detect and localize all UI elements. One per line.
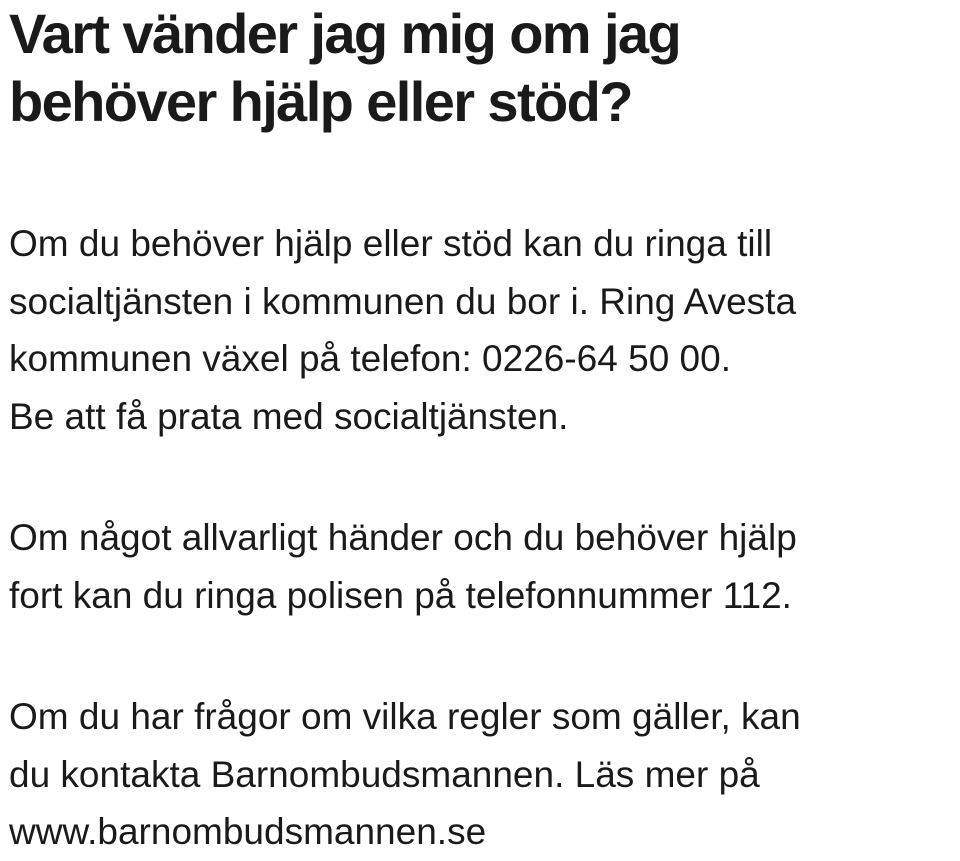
title-line-2: behöver hjälp eller stöd? bbox=[9, 70, 632, 133]
paragraph-1-line-4: Be att få prata med socialtjänsten. bbox=[9, 395, 569, 437]
paragraph-3-line-1: Om du har frågor om vilka regler som gäller, kan bbox=[9, 696, 801, 737]
title-line-1: Vart vänder jag mig om jag bbox=[9, 2, 681, 65]
page-title bbox=[9, 0, 954, 136]
paragraph-2-line-2: fort kan du ringa polisen på telefonnummer 112. bbox=[9, 574, 792, 616]
paragraph-police bbox=[9, 509, 959, 624]
paragraph-social-services bbox=[9, 215, 959, 445]
paragraph-1-line-1: Om du behöver hjälp eller stöd kan du ringa till bbox=[9, 223, 773, 264]
paragraph-1-line-3: kommunen växel på telefon: 0226-64 50 00. bbox=[9, 338, 731, 379]
paragraph-3-line-3: www.barnombudsmannen.se bbox=[9, 811, 487, 852]
paragraph-2-line-1: Om något allvarligt händer och du behöver hjälp bbox=[9, 517, 797, 558]
paragraph-1-line-2: socialtjänsten i kommunen du bor i. Ring Avesta bbox=[9, 280, 797, 322]
paragraph-3-line-2: du kontakta Barnombudsmannen. Läs mer på bbox=[9, 753, 760, 795]
paragraph-ombudsman bbox=[9, 688, 959, 861]
